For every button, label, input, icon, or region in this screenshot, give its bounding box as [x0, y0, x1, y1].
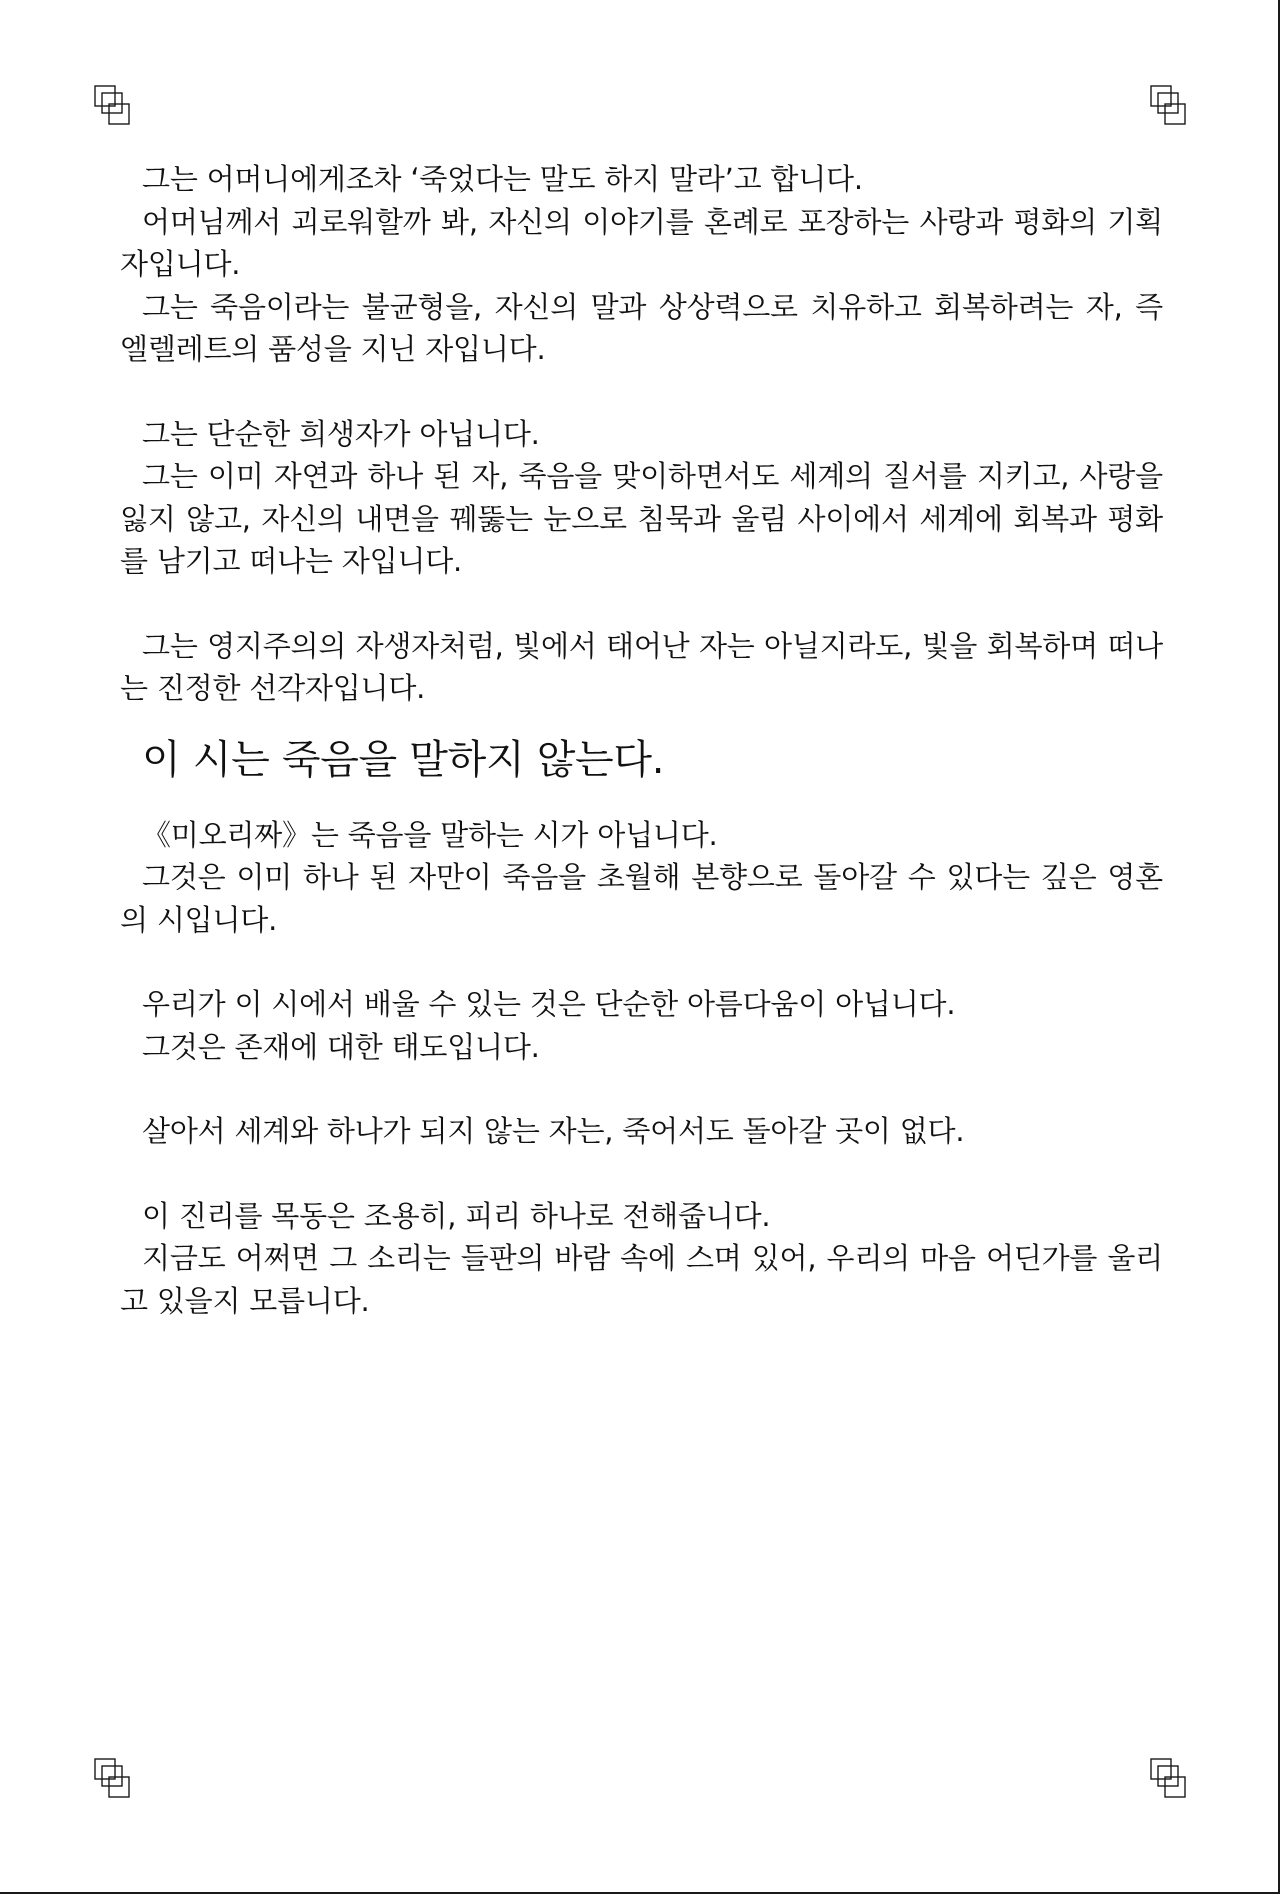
paragraph: 살아서 세계와 하나가 되지 않는 자는, 죽어서도 돌아갈 곳이 없다.	[142, 1114, 965, 1148]
paragraph: 《미오리짜》는 죽음을 말하는 시가 아닙니다.	[142, 817, 718, 852]
paragraph: 그는 영지주의의 자생자처럼, 빛에서 태어난 자는 아닐지라도, 빛을 회복하며 떠나는 진정한 선각자입니다.	[120, 628, 1163, 705]
paragraph-spacer	[120, 371, 1163, 413]
corner-ornament-top-right-icon	[1149, 84, 1197, 132]
paragraph: 지금도 어쩌면 그 소리는 들판의 바람 속에 스며 있어, 우리의 마음 어딘가를 울리고 있을지 모릅니다.	[120, 1241, 1163, 1318]
paragraph: 그는 죽음이라는 불균형을, 자신의 말과 상상력으로 치유하고 회복하려는 자, 즉 엘렐레트의 품성을 지닌 자입니다.	[120, 289, 1163, 366]
section-heading: 이 시는 죽음을 말하지 않는다.	[142, 736, 665, 783]
paragraph-spacer	[120, 583, 1163, 625]
paragraph: 어머님께서 괴로워할까 봐, 자신의 이야기를 혼례로 포장하는 사랑과 평화의 기획자입니다.	[120, 204, 1163, 281]
paragraph: 우리가 이 시에서 배울 수 있는 것은 단순한 아름다움이 아닙니다.	[142, 987, 956, 1021]
paragraph-spacer	[120, 1153, 1163, 1195]
corner-ornament-top-left-icon	[93, 84, 141, 132]
paragraph: 이 진리를 목동은 조용히, 피리 하나로 전해줍니다.	[142, 1198, 771, 1233]
paragraph: 그는 이미 자연과 하나 된 자, 죽음을 맞이하면서도 세계의 질서를 지키고, 사랑을 잃지 않고, 자신의 내면을 꿰뚫는 눈으로 침묵과 울림 사이에서 세계에 회복과 평화를 남기고 떠나는 자입니다.	[120, 459, 1163, 578]
document-body	[120, 158, 1163, 1322]
paragraph: 그것은 존재에 대한 태도입니다.	[142, 1029, 540, 1064]
corner-ornament-bottom-right-icon	[1149, 1757, 1197, 1805]
paragraph: 그것은 이미 하나 된 자만이 죽음을 초월해 본향으로 돌아갈 수 있다는 깊은 영혼의 시입니다.	[120, 860, 1163, 937]
paragraph: 그는 어머니에게조차 ‘죽었다는 말도 하지 말라’고 합니다.	[142, 162, 863, 196]
paragraph-spacer	[120, 1068, 1163, 1110]
corner-ornament-bottom-left-icon	[93, 1757, 141, 1805]
paragraph-spacer	[120, 941, 1163, 983]
paragraph: 그는 단순한 희생자가 아닙니다.	[142, 416, 540, 451]
